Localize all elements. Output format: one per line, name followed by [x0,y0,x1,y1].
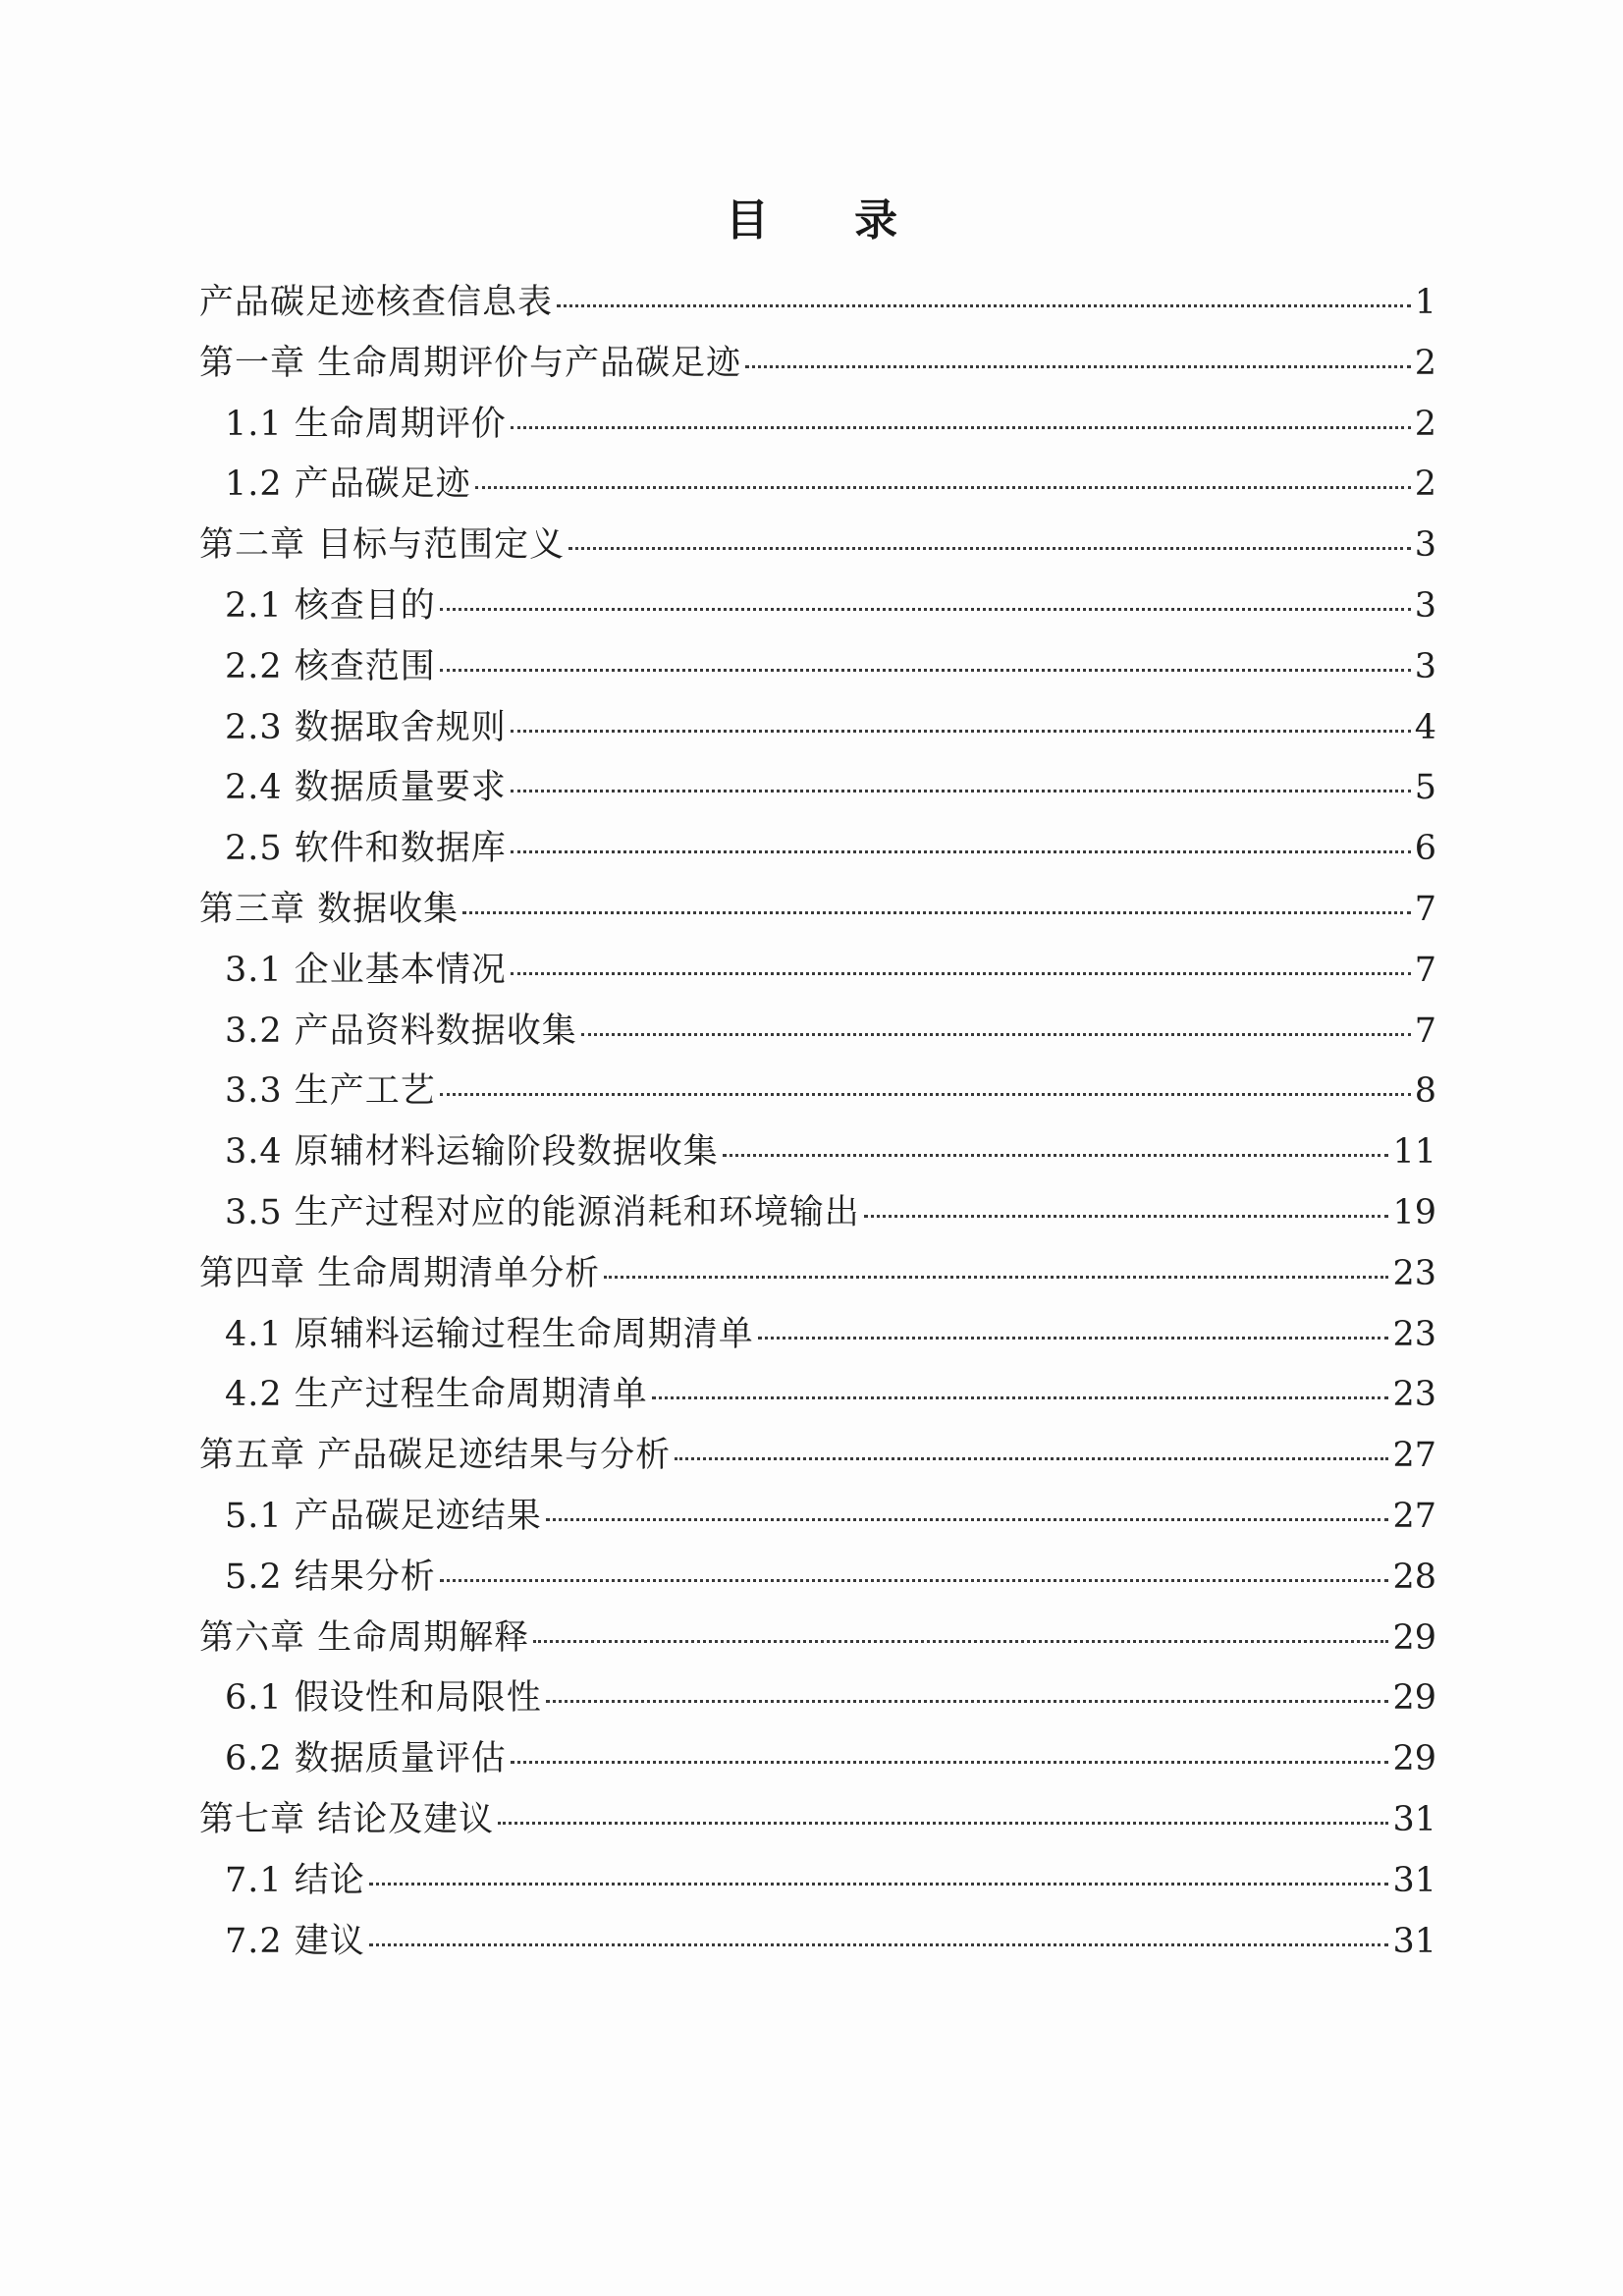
toc-entry-page-number: 7 [1414,950,1436,990]
toc-section-entry[interactable] [199,1729,1436,1790]
toc-entry-page-number: 29 [1392,1678,1436,1719]
toc-entry-page-number: 23 [1392,1253,1436,1293]
toc-entry-label: 2.3 数据取舍规则 [225,707,507,747]
dot-leader [604,1276,1388,1279]
toc-chapter-entry[interactable] [199,1609,1436,1669]
dot-leader [511,426,1411,429]
toc-entry-page-number: 31 [1392,1860,1436,1900]
dot-leader [440,1579,1389,1582]
toc-section-entry[interactable] [199,1365,1436,1426]
toc-entry-page-number: 3 [1414,525,1436,566]
toc-chapter-entry[interactable] [199,273,1436,334]
dot-leader [675,1457,1388,1460]
toc-entry-label: 4.2 生产过程生命周期清单 [225,1375,648,1415]
toc-entry-page-number: 29 [1392,1739,1436,1779]
toc-entry-label: 1.1 生命周期评价 [225,404,507,444]
toc-entry-page-number: 2 [1414,404,1436,444]
toc-section-entry[interactable] [199,1487,1436,1548]
toc-section-entry[interactable] [199,698,1436,759]
toc-section-entry[interactable] [199,819,1436,880]
toc-section-entry[interactable] [199,1305,1436,1366]
toc-entry-page-number: 4 [1414,707,1436,747]
dot-leader [475,486,1411,489]
toc-entry-label: 2.5 软件和数据库 [225,829,507,869]
toc-entry-label: 4.1 原辅料运输过程生命周期清单 [225,1314,754,1354]
toc-entry-page-number: 2 [1414,343,1436,383]
toc-entry-label: 第六章 生命周期解释 [199,1617,530,1658]
toc-entry-page-number: 3 [1414,646,1436,686]
toc-chapter-entry[interactable] [199,334,1436,395]
toc-section-entry[interactable] [199,941,1436,1002]
toc-chapter-entry[interactable] [199,880,1436,941]
toc-entry-page-number: 28 [1392,1557,1436,1597]
toc-entry-label: 3.1 企业基本情况 [225,950,507,990]
toc-chapter-entry[interactable] [199,1426,1436,1487]
toc-section-entry[interactable] [199,1668,1436,1729]
toc-entry-label: 第四章 生命周期清单分析 [199,1253,601,1293]
toc-section-entry[interactable] [199,1002,1436,1063]
toc-entry-label: 5.2 结果分析 [225,1557,436,1597]
dot-leader [369,1883,1389,1886]
dot-leader [511,730,1411,733]
toc-entry-label: 1.2 产品碳足迹 [225,465,471,505]
toc-chapter-entry[interactable] [199,1244,1436,1305]
dot-leader [546,1518,1389,1521]
toc-entry-label: 3.5 生产过程对应的能源消耗和环境输出 [225,1192,860,1232]
dot-leader [511,790,1411,793]
toc-entry-page-number: 27 [1392,1496,1436,1536]
dot-leader [498,1822,1388,1825]
toc-entry-page-number: 3 [1414,585,1436,626]
dot-leader [557,304,1411,307]
toc-entry-label: 6.1 假设性和局限性 [225,1678,542,1719]
toc-section-entry[interactable] [199,1912,1436,1973]
toc-entry-label: 第二章 目标与范围定义 [199,525,566,566]
toc-section-entry[interactable] [199,637,1436,698]
table-of-contents [199,273,1436,1972]
toc-entry-page-number: 23 [1392,1314,1436,1354]
toc-entry-page-number: 6 [1414,829,1436,869]
toc-entry-label: 2.2 核查范围 [225,646,436,686]
toc-entry-page-number: 11 [1392,1132,1436,1173]
toc-entry-label: 产品碳足迹核查信息表 [199,283,554,322]
dot-leader [511,1761,1389,1764]
dot-leader [745,365,1411,368]
dot-leader [864,1215,1389,1218]
toc-entry-page-number: 27 [1392,1436,1436,1476]
toc-section-entry[interactable] [199,758,1436,819]
toc-entry-page-number: 31 [1392,1921,1436,1961]
toc-entry-page-number: 7 [1414,1011,1436,1051]
toc-section-entry[interactable] [199,395,1436,456]
toc-entry-label: 7.1 结论 [225,1860,365,1900]
dot-leader [758,1337,1389,1339]
toc-entry-label: 3.4 原辅材料运输阶段数据收集 [225,1132,719,1173]
page-title: 目 录 [725,195,934,246]
toc-section-entry[interactable] [199,1548,1436,1609]
toc-entry-page-number: 19 [1392,1192,1436,1232]
toc-entry-page-number: 8 [1414,1071,1436,1112]
toc-entry-label: 第一章 生命周期评价与产品碳足迹 [199,343,742,383]
toc-entry-label: 2.4 数据质量要求 [225,768,507,808]
toc-entry-page-number: 2 [1414,465,1436,505]
dot-leader [369,1943,1389,1946]
toc-entry-page-number: 5 [1414,768,1436,808]
toc-section-entry[interactable] [199,1062,1436,1122]
toc-entry-label: 第七章 结论及建议 [199,1799,495,1839]
dot-leader [511,972,1411,975]
dot-leader [462,911,1411,914]
toc-section-entry[interactable] [199,455,1436,516]
toc-entry-label: 第三章 数据收集 [199,889,460,929]
toc-entry-label: 7.2 建议 [225,1921,365,1961]
dot-leader [511,850,1411,853]
toc-entry-page-number: 7 [1414,889,1436,929]
dot-leader [546,1700,1389,1703]
toc-section-entry[interactable] [199,1183,1436,1244]
dot-leader [440,1093,1411,1096]
toc-entry-page-number: 1 [1414,283,1436,322]
dot-leader [568,547,1411,550]
dot-leader [440,608,1411,611]
toc-section-entry[interactable] [199,576,1436,637]
toc-chapter-entry[interactable] [199,1790,1436,1851]
dot-leader [652,1396,1389,1399]
dot-leader [723,1154,1389,1157]
toc-entry-label: 5.1 产品碳足迹结果 [225,1496,542,1536]
toc-entry-page-number: 29 [1392,1617,1436,1658]
toc-entry-label: 3.2 产品资料数据收集 [225,1011,577,1051]
dot-leader [533,1640,1388,1643]
dot-leader [440,669,1411,672]
toc-entry-page-number: 23 [1392,1375,1436,1415]
toc-section-entry[interactable] [199,1122,1436,1183]
toc-entry-label: 第五章 产品碳足迹结果与分析 [199,1436,672,1476]
toc-entry-label: 3.3 生产工艺 [225,1071,436,1112]
dot-leader [581,1033,1411,1036]
toc-entry-page-number: 31 [1392,1799,1436,1839]
toc-entry-label: 6.2 数据质量评估 [225,1739,507,1779]
toc-chapter-entry[interactable] [199,516,1436,576]
toc-section-entry[interactable] [199,1851,1436,1912]
toc-entry-label: 2.1 核查目的 [225,585,436,626]
